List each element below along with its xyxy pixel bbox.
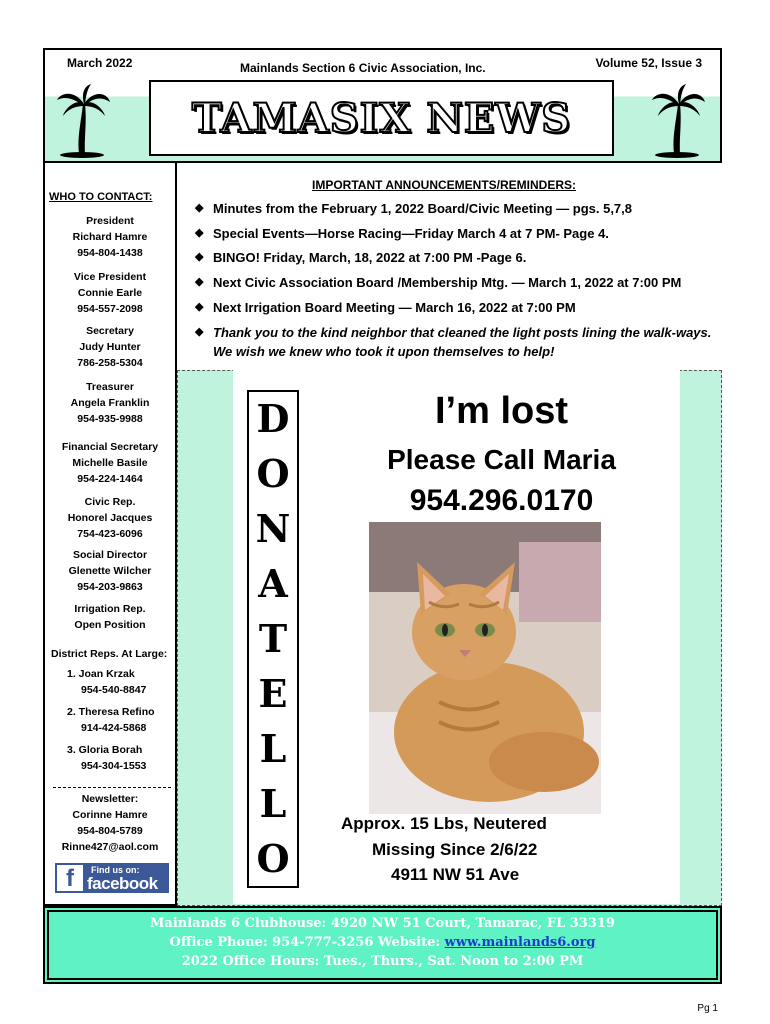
officer-role: Civic Rep. [84,496,136,508]
officer-civic-rep [45,494,175,542]
district-rep-phone: 954-540-8847 [81,684,147,696]
officer-role: Social Director [72,549,148,561]
footer [43,906,722,984]
palm-tree-icon [650,82,706,158]
masthead [43,48,722,163]
facebook-icon: f [57,865,83,891]
name-letter: O [256,451,290,496]
facebook-badge[interactable] [55,863,169,893]
sidebar-divider [53,787,171,788]
officer-name: Richard Hamre [72,231,148,243]
bullet-icon: ◆ [195,301,204,313]
officer-treasurer [45,379,175,427]
officer-phone: 954-203-9863 [77,581,143,593]
contact-heading: WHO TO CONTACT: [49,191,153,203]
officer-name: Michelle Basile [72,457,148,469]
name-letter: D [256,396,290,441]
cat-details: Approx. 15 Lbs, Neutered [341,814,547,833]
name-letter: O [256,836,290,881]
newsletter-contact [45,791,175,855]
officer-secretary [45,323,175,371]
district-rep [67,742,146,774]
bullet-icon: ◆ [195,326,204,338]
name-letter: L [259,726,287,771]
district-rep-name: 3. Gloria Borah [67,744,143,756]
name-letter: L [259,781,287,826]
officer-irrigation-rep [45,601,175,633]
officer-name: Glenette Wilcher [68,565,152,577]
officer-name: Honorel Jacques [67,512,153,524]
officer-name: Connie Earle [77,287,143,299]
officer-phone: 754-423-6096 [77,528,143,540]
officer-role: Treasurer [86,381,134,393]
district-heading: District Reps. At Large: [51,648,168,660]
office-contact [45,935,720,950]
newsletter-phone: 954-804-5789 [77,825,143,837]
district-rep [67,666,146,698]
district-rep-phone: 914-424-5868 [81,722,147,734]
name-letter: T [258,616,288,661]
officer-role: Financial Secretary [61,441,159,453]
title-box [149,80,614,156]
officer-role: Irrigation Rep. [74,603,146,615]
officer-phone: 954-804-1438 [77,247,143,259]
facebook-find-label: Find us on: [91,865,140,875]
contact-sidebar [43,163,177,906]
office-hours: 2022 Office Hours: Tues., Thurs., Sat. Noon to 2:00 PM [181,954,584,969]
bullet-icon: ◆ [195,251,204,263]
officer-name: Judy Hunter [79,341,141,353]
officer-role: Vice President [73,271,147,283]
cat-address: 4911 NW 51 Ave [391,865,520,884]
missing-since: Missing Since 2/6/22 [372,840,538,859]
district-rep [67,704,155,736]
officer-vice-president [45,269,175,317]
announcement-text: Minutes from the February 1, 2022 Board/Civic Meeting — pgs. 5,7,8 [213,201,633,216]
district-rep-name: 2. Theresa Refino [67,706,155,718]
facebook-label: facebook [87,874,158,893]
officer-financial-secretary [45,439,175,487]
officer-name: Angela Franklin [70,397,150,409]
announcement-text: Next Irrigation Board Meeting — March 16, 2022 at 7:00 PM [213,300,576,315]
website-link[interactable]: www.mainlands6.org [444,935,596,950]
page-number: Pg 1 [697,1003,718,1014]
newsletter-email: Rinne427@aol.com [61,841,159,853]
officer-phone: 954-224-1464 [77,473,143,485]
officer-social-director [45,547,175,595]
officer-phone: 954-557-2098 [77,303,143,315]
bullet-icon: ◆ [195,276,204,288]
cat-photo [369,522,601,814]
officer-role: President [86,215,134,227]
issue-number: Volume 52, Issue 3 [595,56,702,70]
announcement-text: Thank you to the kind neighbor that cleaned the light posts lining the walk-ways. We wish we knew who took it upon themselves to help! [213,325,712,359]
officer-role: Secretary [86,325,134,337]
officer-president [45,213,175,261]
clubhouse-address: Mainlands 6 Clubhouse: 4920 NW 51 Court, Tamarac, FL 33319 [150,916,615,931]
name-letter: E [258,671,288,716]
newsletter-title: TAMASIX NEWS [191,94,572,142]
newsletter-label: Newsletter: [81,793,139,805]
name-letter: N [255,506,291,551]
announcement-text: Special Events—Horse Racing—Friday March 4 at 7 PM- Page 4. [213,226,609,241]
announcement-text: BINGO! Friday, March, 18, 2022 at 7:00 PM -Page 6. [213,250,527,265]
officer-phone: 954-935-9988 [77,413,143,425]
officer-phone: 786-258-5304 [77,357,143,369]
bullet-icon: ◆ [195,227,204,239]
palm-tree-icon [55,82,111,158]
announcement-text: Next Civic Association Board /Membership Mtg. — March 1, 2022 at 7:00 PM [213,275,682,290]
call-heading: Please Call Maria [387,444,616,475]
lost-heading: I’m lost [434,390,569,432]
bullet-icon: ◆ [195,202,204,214]
contact-phone: 954.296.0170 [409,484,594,517]
newsletter-name: Corinne Hamre [72,809,148,821]
district-rep-name: 1. Joan Krzak [67,668,135,680]
issue-date: March 2022 [67,56,133,70]
district-rep-phone: 954-304-1553 [81,760,147,772]
organization-name: Mainlands Section 6 Civic Association, Inc. [240,61,486,75]
office-phone: Office Phone: 954-777-3256 Website: [169,935,445,950]
name-letter: A [258,561,288,606]
lost-cat-flyer [233,370,680,904]
officer-name: Open Position [74,619,146,631]
announcements-heading: IMPORTANT ANNOUNCEMENTS/REMINDERS: [312,178,576,192]
